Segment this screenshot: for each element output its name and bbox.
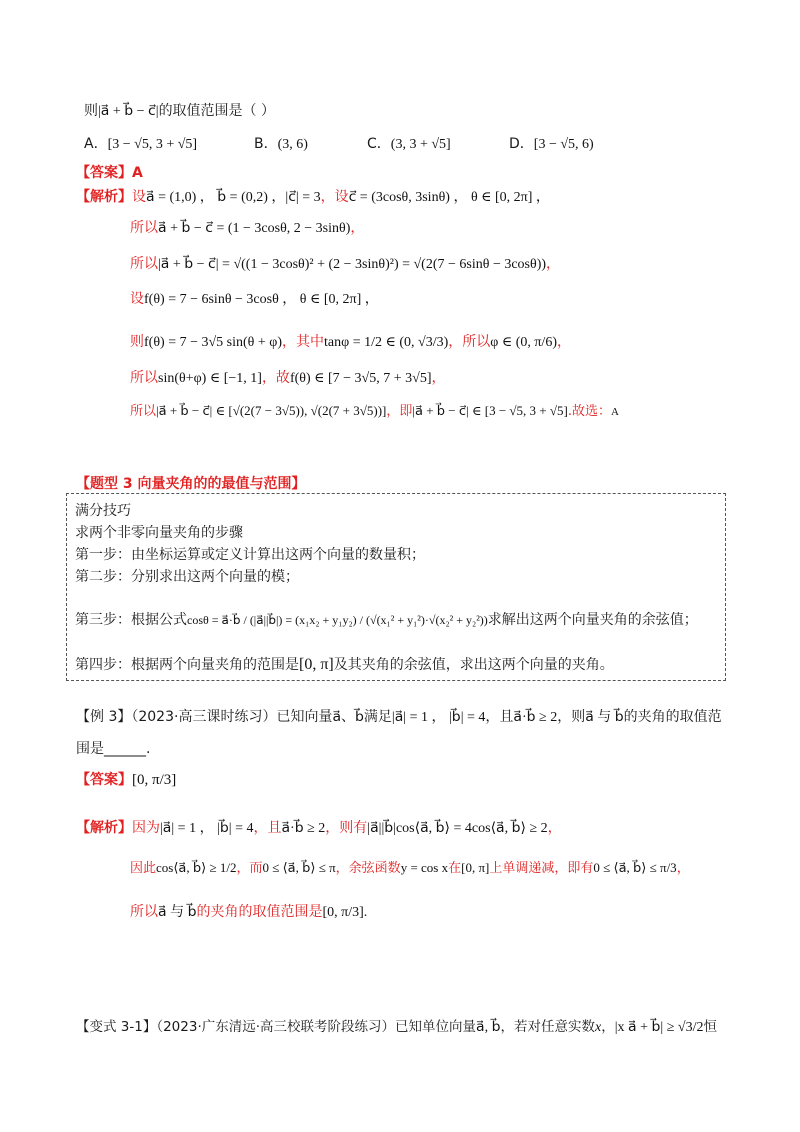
tips-step-2: 第二步：分别求出这两个向量的模；	[75, 569, 299, 585]
tips-step-3-text-b: 求解出这两个向量夹角的余弦值；	[487, 612, 698, 628]
a2-l3-text-c: .	[363, 905, 368, 920]
variant-math-3: |x a⃗ + b⃗| ≥ √3/2	[614, 1020, 704, 1035]
tips-title: 满分技巧	[75, 503, 131, 519]
example-3-math-3: a⃗·b⃗ ≥ 2	[513, 710, 558, 725]
answer-2	[76, 770, 176, 790]
option-c-label: C．	[367, 136, 391, 152]
tips-subtitle: 求两个非零向量夹角的步骤	[75, 525, 243, 541]
option-a-label: A．	[84, 136, 108, 152]
a2-l1-math-1: |a⃗| = 1 ， |b⃗| = 4	[160, 821, 254, 836]
example-3-line-1	[76, 707, 722, 728]
tips-step-4-math: [0, π]	[299, 656, 334, 673]
a1-l5-text-c: ，所以	[448, 334, 491, 350]
variant-text-3: ，	[601, 1019, 615, 1035]
option-b-value: (3, 6)	[277, 137, 308, 152]
a2-l2-math-3: y = cos x	[400, 860, 449, 875]
a1-l2-text-b: ，	[350, 220, 365, 236]
a1-l5-text-b: ，其中	[282, 334, 325, 350]
a2-l3-math-2: [0, π/3]	[322, 905, 364, 920]
option-b	[254, 133, 308, 153]
answer-2-value: [0, π/3]	[132, 772, 177, 788]
a2-l2-math-2: 0 ≤ ⟨a⃗, b⃗⟩ ≤ π	[262, 860, 336, 875]
answer-1-tag: 【答案】	[76, 165, 132, 181]
example-3-math-4: a⃗ 与 b⃗	[585, 710, 624, 725]
a2-l2-text-e: 上单调递减，即有	[489, 861, 594, 876]
answer-2-tag: 【答案】	[76, 772, 132, 788]
a1-l1-text-b: ，设	[320, 189, 349, 205]
example-3-text-5: 的夹角的取值范	[623, 709, 722, 725]
option-a-value: [3 − √5, 3 + √5]	[107, 137, 198, 152]
a2-l1-text-c: ，则有	[325, 820, 368, 836]
a1-l2-text-a: 所以	[130, 220, 158, 236]
option-c-value: (3, 3 + √5]	[390, 137, 451, 152]
a2-l3-text-a: 所以	[130, 904, 158, 920]
a1-l6-text-b: ，故	[261, 370, 290, 386]
a1-l7-answer: A	[610, 406, 619, 418]
a1-l5-text-d: ，	[556, 334, 571, 350]
option-d-value: [3 − √5, 6)	[533, 137, 594, 152]
type-3-title: 【题型 3 向量夹角的的最值与范围】	[76, 476, 306, 492]
tips-step-4	[75, 654, 614, 674]
analysis-1-line-7	[130, 401, 619, 422]
stem-tail: 的取值范围是（ ）	[158, 103, 276, 119]
a2-l2-text-c: ，余弦函数	[335, 861, 401, 876]
a1-l7-text-a: 所以	[130, 404, 157, 419]
variant-text-4: 恒	[703, 1019, 717, 1035]
analysis-2-tag: 【解析】	[76, 820, 132, 836]
a1-l7-text-b: ，即	[386, 404, 413, 419]
a1-l7-text-c: .故选：	[567, 404, 611, 419]
a1-l4-text-a: 设	[130, 291, 144, 307]
option-d	[509, 133, 594, 153]
a2-l2-text-b: ，而	[236, 861, 263, 876]
example-3-source: （2023·高三课时练习）已知向量	[131, 709, 333, 725]
analysis-2-line-2	[130, 858, 690, 879]
analysis-2-line-1	[76, 818, 562, 839]
a2-l1-text-d: ，	[547, 820, 562, 836]
a1-l3-math: |a⃗ + b⃗ − c⃗| = √((1 − 3cosθ)² + (2 − 3sinθ)²) = √(2(7 − 6sinθ − 3cosθ))	[158, 257, 547, 272]
tips-step-3-text-a: 第三步：根据公式	[75, 612, 187, 628]
variant-math-1: a⃗, b⃗	[476, 1020, 501, 1035]
tips-step-4-text-b: 及其夹角的余弦值，求出这两个向量的夹角。	[333, 657, 614, 673]
variant-3-1	[76, 1017, 717, 1038]
a2-l1-text-b: ，且	[253, 820, 282, 836]
example-3-tag: 【例 3】	[76, 709, 132, 725]
example-3-text-4: ，则	[557, 709, 586, 725]
analysis-2-line-3	[130, 902, 367, 923]
analysis-1-tag: 【解析】	[76, 189, 132, 205]
a2-l1-math-3: |a⃗||b⃗|cos⟨a⃗, b⃗⟩ = 4cos⟨a⃗, b⃗⟩ ≥ 2	[367, 821, 548, 836]
example-3-text-3: ，且	[485, 709, 514, 725]
a1-l5-math-1: f(θ) = 7 − 3√5 sin(θ + φ)	[144, 335, 283, 350]
a1-l1-text-a: 设	[132, 189, 146, 205]
a1-l6-text-c: ，	[431, 370, 446, 386]
option-d-label: D．	[509, 136, 534, 152]
analysis-1-line-1	[76, 187, 550, 208]
analysis-1-line-3	[130, 254, 560, 275]
a2-l3-text-b: 的夹角的取值范围是	[196, 904, 323, 920]
question-stem	[84, 101, 275, 122]
example-3-text-2: 满足	[363, 709, 392, 725]
example-3-blank: 围是______.	[76, 741, 151, 757]
a2-l2-math-4: [0, π]	[461, 860, 490, 875]
analysis-1-line-4	[130, 289, 379, 310]
variant-text-2: ，若对任意实数	[500, 1019, 596, 1035]
analysis-1-line-2	[130, 218, 364, 239]
a1-l7-math-1: |a⃗ + b⃗ − c⃗| ∈ [√(2(7 − 3√5)), √(2(7 + 3√5))]	[156, 403, 387, 418]
a2-l2-text-f: ，	[676, 861, 690, 876]
option-c	[367, 133, 451, 153]
answer-1-value: A	[132, 165, 143, 181]
a1-l1-math-1: a⃗ = (1,0) ， b⃗ = (0,2) ，|c⃗| = 3	[146, 190, 321, 205]
variant-math-2: x	[595, 1020, 602, 1035]
stem-expr: |a⃗ + b⃗ − c⃗|	[98, 104, 159, 119]
analysis-1-line-5	[130, 332, 571, 353]
a2-l3-math-1: a⃗ 与 b⃗	[158, 905, 197, 920]
a1-l5-math-2: tanφ = 1/2 ∈ (0, √3/3)	[324, 335, 449, 350]
tips-step-3-formula: cosθ = a⃗·b⃗ / (|a⃗||b⃗|) = (x₁x₂ + y₁y₂) / (√(x₁² + y₁²)·√(x₂² + y₂²))	[187, 613, 488, 627]
a1-l1-math-2: c⃗ = (3cosθ, 3sinθ) ， θ ∈ [0, 2π] ，	[348, 190, 550, 205]
example-3-math-2: |a⃗| = 1 ， |b⃗| = 4	[391, 710, 486, 725]
a1-l6-math-2: f(θ) ∈ [7 − 3√5, 7 + 3√5]	[289, 371, 432, 386]
a2-l1-math-2: a⃗·b⃗ ≥ 2	[281, 821, 326, 836]
a1-l6-math-1: sin(θ+φ) ∈ [−1, 1]	[158, 371, 262, 386]
tips-step-4-text-a: 第四步：根据两个向量夹角的范围是	[75, 657, 299, 673]
option-b-label: B．	[254, 136, 278, 152]
a1-l6-text-a: 所以	[130, 370, 158, 386]
option-a	[84, 133, 197, 153]
a2-l2-math-1: cos⟨a⃗, b⃗⟩ ≥ 1/2	[156, 860, 237, 875]
analysis-1-line-6	[130, 368, 445, 389]
variant-source: （2023·广东清远·高三校联考阶段练习）已知单位向量	[156, 1019, 477, 1035]
a1-l5-math-3: φ ∈ (0, π/6)	[490, 335, 557, 350]
stem-text: 则	[84, 103, 98, 119]
a1-l4-math: f(θ) = 7 − 6sinθ − 3cosθ ， θ ∈ [0, 2π] ，	[144, 292, 379, 307]
a2-l2-text-a: 因此	[130, 861, 157, 876]
example-3-math-1: a⃗、b⃗	[332, 710, 364, 725]
a1-l2-math: a⃗ + b⃗ − c⃗ = (1 − 3cosθ, 2 − 3sinθ)	[158, 221, 351, 236]
example-3-line-2	[76, 739, 150, 759]
a2-l2-text-d: 在	[448, 861, 462, 876]
tips-step-1: 第一步：由坐标运算或定义计算出这两个向量的数量积；	[75, 547, 425, 563]
a1-l5-text-a: 则	[130, 334, 144, 350]
section-heading-type-3	[76, 474, 306, 494]
a1-l7-math-2: |a⃗ + b⃗ − c⃗| ∈ [3 − √5, 3 + √5]	[412, 403, 568, 418]
a1-l3-text-a: 所以	[130, 256, 158, 272]
tips-box	[66, 493, 726, 681]
a2-l1-text-a: 因为	[132, 820, 160, 836]
a1-l3-text-b: ，	[546, 256, 561, 272]
variant-tag: 【变式 3-1】	[76, 1019, 157, 1035]
a2-l2-math-5: 0 ≤ ⟨a⃗, b⃗⟩ ≤ π/3	[593, 860, 677, 875]
answer-1	[76, 163, 143, 183]
tips-step-3	[75, 609, 698, 629]
